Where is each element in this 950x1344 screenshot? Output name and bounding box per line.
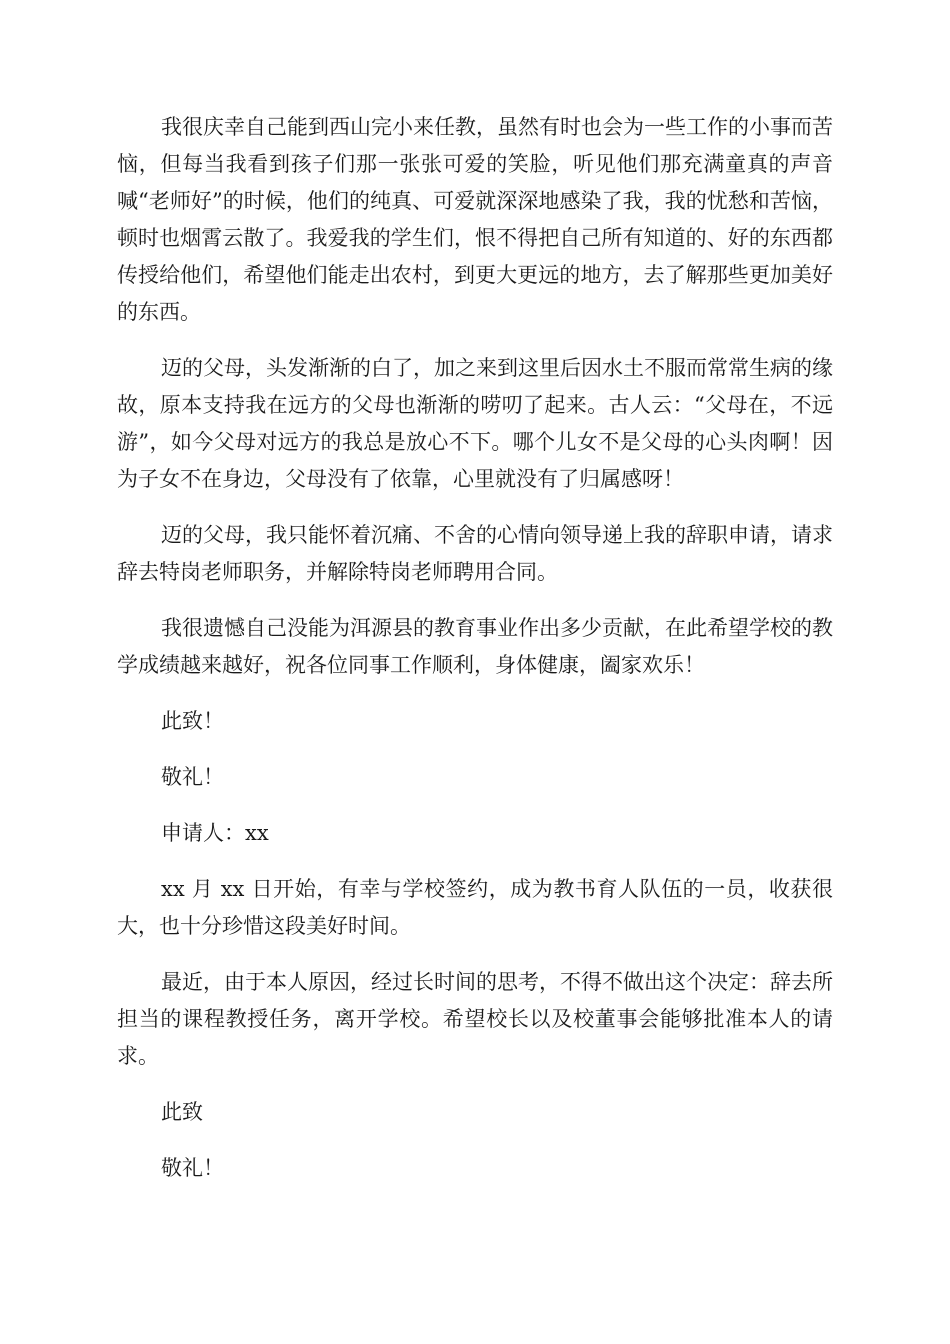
paragraph-contract-start: xx 月 xx 日开始，有幸与学校签约，成为教书育人队伍的一员，收获很大，也十分珍惜这段美好时间。 (117, 877, 833, 938)
document-page (117, 109, 833, 1206)
paragraph-decision: 最近，由于本人原因，经过长时间的思考，不得不做出这个决定：辞去所担当的课程教授任务，离开学校。希望校长以及校董事会能够批准本人的请求。 (117, 970, 833, 1068)
closing-regards-2: 敬礼！ (161, 1156, 224, 1180)
paragraph-gratitude: 我很庆幸自己能到西山完小来任教，虽然有时也会为一些工作的小事而苦恼，但每当我看到孩子们那一张张可爱的笑脸，听见他们那充满童真的声音喊“老师好”的时候，他们的纯真、可爱就深深地感染了我，我的忧愁和苦恼，顿时也烟霄云散了。我爱我的学生们，恨不得把自己所有知道的、好的东西都传授给他们，希望他们能走出农村，到更大更远的地方，去了解那些更加美好的东西。 (117, 115, 833, 324)
paragraph-regret: 我很遗憾自己没能为洱源县的教育事业作出多少贡献，在此希望学校的教学成绩越来越好，祝各位同事工作顺利，身体健康，阖家欢乐！ (117, 616, 833, 677)
paragraph-resignation-request: 迈的父母，我只能怀着沉痛、不舍的心情向领导递上我的辞职申请，请求辞去特岗老师职务，并解除特岗老师聘用合同。 (117, 523, 833, 584)
closing-salutation: 此致！ (161, 709, 224, 733)
closing-salutation-2: 此致 (161, 1100, 203, 1124)
closing-regards: 敬礼！ (161, 765, 224, 789)
paragraph-parents: 迈的父母，头发渐渐的白了，加之来到这里后因水土不服而常常生病的缘故，原本支持我在远方的父母也渐渐的唠叨了起来。古人云：“父母在，不远游”，如今父母对远方的我总是放心不下。哪个儿女不是父母的心头肉啊！因为子女不在身边，父母没有了依靠，心里就没有了归属感呀！ (117, 356, 833, 491)
applicant-signature: 申请人：xx (161, 821, 269, 845)
